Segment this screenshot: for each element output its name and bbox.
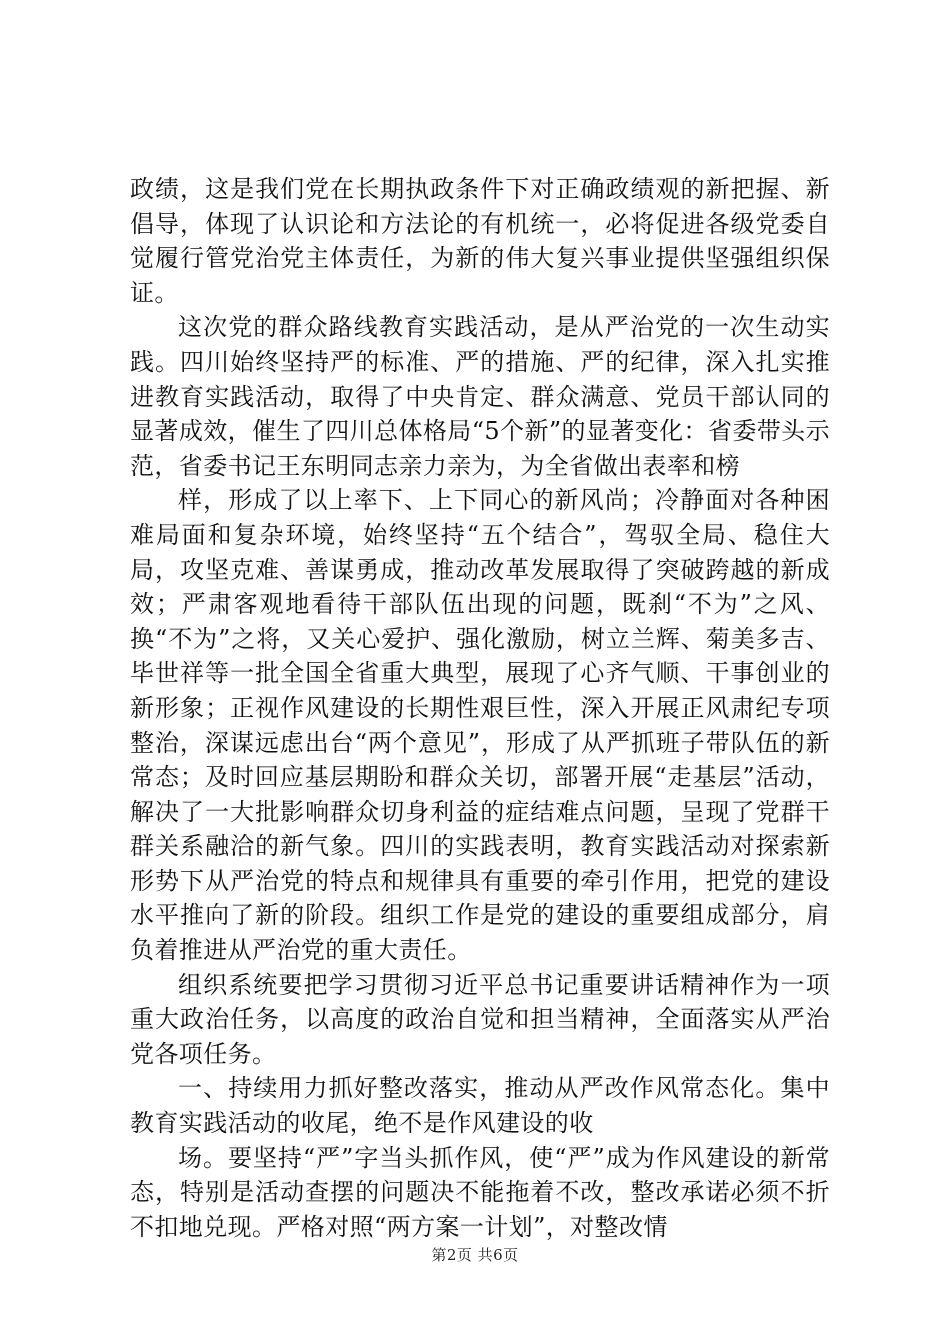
paragraph-2: 这次党的群众路线教育实践活动，是从严治党的一次生动实践。四川始终坚持严的标准、严的措施、严的纪律，深入扎实推进教育实践活动，取得了中央肯定、群众满意、党员干部认同的显著成效，催生了四川总体格局“5个新”的显著变化：省委带头示范，省委书记王东明同志亲力亲为，为全省做出表率和榜 — [130, 313, 830, 480]
paragraph-1: 政绩，这是我们党在长期执政条件下对正确政绩观的新把握、新倡导，体现了认识论和方法论的有机统一，必将促进各级党委自觉履行管党治党主体责任，为新的伟大复兴事业提供坚强组织保证。 — [130, 175, 830, 307]
paragraph-3: 样，形成了以上率下、上下同心的新风尚；冷静面对各种困难局面和复杂环境，始终坚持“五个结合”，驾驭全局、稳住大局，攻坚克难、善谋勇成，推动改革发展取得了突破跨越的新成效；严肃客观地看待干部队伍出现的问题，既刹“不为”之风、换“不为”之将，又关心爱护、强化激励，树立兰辉、菊美多吉、毕世祥等一批全国全省重大典型，展现了心齐气顺、干事创业的新形象；正视作风建设的长期性艰巨性，深入开展正风肃纪专项整治，深谋远虑出台“两个意见”，形成了从严抓班子带队伍的新常态；及时回应基层期盼和群众关切，部署开展“走基层”活动，解决了一大批影响群众切身利益的症结难点问题，呈现了党群干群关系融洽的新气象。四川的实践表明，教育实践活动对探索新形势下从严治党的特点和规律具有重要的牵引作用，把党的建设水平推向了新的阶段。组织工作是党的建设的重要组成部分，肩负着推进从严治党的重大责任。 — [130, 486, 830, 965]
document-body — [130, 172, 830, 1244]
paragraph-6: 场。要坚持“严”字当头抓作风，使“严”成为作风建设的新常态，特别是活动查摆的问题决不能拖着不改，整改承诺必须不折不扣地兑现。严格对照“两方案一计划”，对整改情 — [130, 1143, 830, 1241]
page-footer: 第2页 共6页 — [431, 1246, 519, 1264]
paragraph-5: 一、持续用力抓好整改落实，推动从严改作风常态化。集中教育实践活动的收尾，绝不是作风建设的收 — [130, 1074, 830, 1138]
paragraph-4: 组织系统要把学习贯彻习近平总书记重要讲话精神作为一项重大政治任务，以高度的政治自觉和担当精神，全面落实从严治党各项任务。 — [130, 970, 830, 1068]
